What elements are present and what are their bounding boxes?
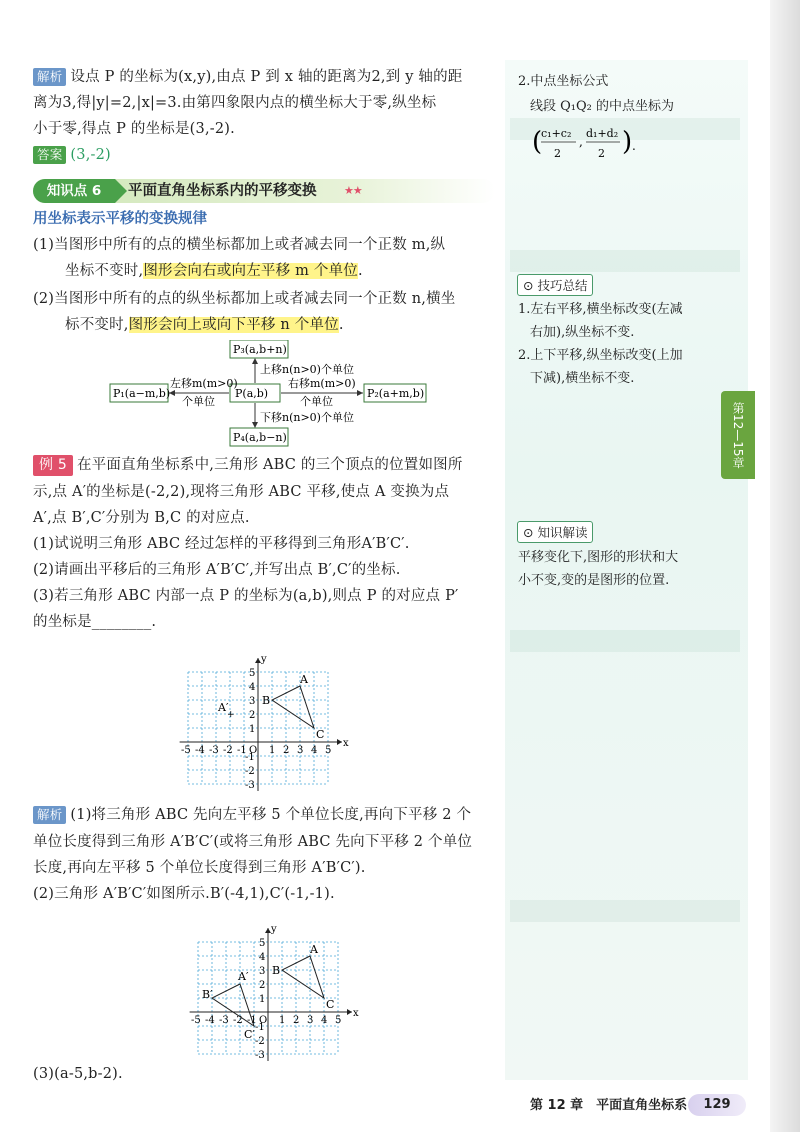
knowledge-point-tag: 知识点 6 bbox=[33, 179, 115, 203]
page-number: 129 bbox=[688, 1094, 746, 1116]
tip-2-cont: 下减),横坐标不变. bbox=[530, 371, 635, 386]
knowledge-text: 平移变化下,图形的形状和大 bbox=[518, 550, 679, 565]
solution-line: 单位长度得到三角形 A′B′C′(或将三角形 ABC 先向下平移 2 个单位 bbox=[33, 834, 473, 850]
up-label: 上移n(n>0)个单位 bbox=[260, 363, 354, 376]
question-1: (1)试说明三角形 ABC 经过怎样的平移得到三角形A′B′C′. bbox=[33, 536, 410, 552]
difficulty-stars: ★★ bbox=[344, 184, 362, 197]
p2-label: P₂(a+m,b) bbox=[367, 387, 425, 400]
y-tick-label: 3 bbox=[249, 696, 256, 707]
answer-tag: 答案 bbox=[33, 146, 66, 164]
solution-line: (2)三角形 A′B′C′如图所示.B′(-4,1),C′(-1,-1). bbox=[33, 886, 335, 902]
sidebar-shading bbox=[510, 250, 740, 272]
midpoint-formula bbox=[532, 120, 652, 166]
text-line: 小于零,得点 P 的坐标是(3,-2). bbox=[33, 121, 235, 137]
x-tick-label: -4 bbox=[195, 745, 205, 756]
x-tick-label: 1 bbox=[269, 745, 276, 756]
x-tick-label: 4 bbox=[311, 745, 318, 756]
x-tick-label: -1 bbox=[247, 1015, 257, 1026]
tip-1: 1.左右平移,横坐标改变(左减 bbox=[518, 302, 683, 317]
x-tick-label: -3 bbox=[209, 745, 219, 756]
p1-label: P₁(a−m,b) bbox=[113, 387, 171, 400]
example-line: 例 5 在平面直角坐标系中,三角形 ABC 的三个顶点的位置如图所 bbox=[33, 452, 503, 478]
x-tick-label: -3 bbox=[219, 1015, 229, 1026]
svg-text:.: . bbox=[632, 139, 636, 153]
y-tick-label: 1 bbox=[249, 724, 256, 735]
example-line: A′,点 B′,C′分别为 B,C 的对应点. bbox=[33, 510, 250, 526]
y-axis-label: y bbox=[271, 924, 277, 935]
point-label-a-prime: A′ bbox=[218, 701, 229, 714]
point-label-c: C bbox=[326, 998, 335, 1011]
sidebar-shading bbox=[510, 630, 740, 652]
footer-chapter: 第 12 章 平面直角坐标系 bbox=[530, 1098, 688, 1113]
point-label-b-prime: B′ bbox=[202, 988, 213, 1001]
sidebar-shading bbox=[510, 900, 740, 922]
y-tick-label: 4 bbox=[259, 952, 266, 963]
question-3: (3)若三角形 ABC 内部一点 P 的坐标为(a,b),则点 P 的对应点 P′ bbox=[33, 588, 459, 604]
analysis-tag: 解析 bbox=[33, 68, 66, 86]
x-tick-label: 4 bbox=[321, 1015, 328, 1026]
example-tag: 例 5 bbox=[33, 455, 73, 476]
y-tick-label: 5 bbox=[259, 938, 266, 949]
coordinate-graph-1 bbox=[170, 642, 360, 792]
example-line: 示,点 A′的坐标是(-2,2),现将三角形 ABC 平移,使点 A 变换为点 bbox=[33, 484, 450, 500]
y-tick-label: 5 bbox=[249, 668, 256, 679]
knowledge-label: ⊙ 知识解读 bbox=[517, 521, 593, 543]
point-label-a: A bbox=[300, 673, 308, 686]
point-label-c: C bbox=[316, 728, 325, 741]
y-tick-label: -1 bbox=[255, 1022, 265, 1033]
point-label-c-prime: C′ bbox=[244, 1028, 255, 1041]
intro-analysis bbox=[33, 64, 503, 90]
x-tick-label: 2 bbox=[293, 1015, 300, 1026]
text-line: 设点 P 的坐标为(x,y),由点 P 到 x 轴的距离为2,到 y 轴的距 bbox=[70, 69, 463, 85]
p3-label: P₃(a,b+n) bbox=[233, 343, 287, 356]
y-axis-label: y bbox=[261, 654, 267, 665]
svg-text:2: 2 bbox=[554, 147, 561, 160]
knowledge-point-title: 平面直角坐标系内的平移变换 bbox=[128, 183, 317, 199]
left-label-2: 个单位 bbox=[182, 395, 215, 408]
point-label-b: B bbox=[262, 694, 271, 707]
point-label-b: B bbox=[272, 964, 281, 977]
solution-line: (3)(a-5,b-2). bbox=[33, 1066, 123, 1082]
y-tick-label: -2 bbox=[255, 1036, 265, 1047]
right-label-1: 右移m(m>0) bbox=[288, 377, 356, 390]
translation-diagram bbox=[108, 340, 468, 448]
x-tick-label: 1 bbox=[279, 1015, 286, 1026]
solution-line: 解析 (1)将三角形 ABC 先向左平移 5 个单位长度,再向下平移 2 个 bbox=[33, 802, 503, 828]
y-tick-label: 2 bbox=[249, 710, 256, 721]
rules-heading: 用坐标表示平移的变换规律 bbox=[33, 211, 207, 227]
tip-1-cont: 右加),纵坐标不变. bbox=[530, 325, 635, 340]
p4-label: P₄(a,b−n) bbox=[233, 431, 287, 444]
y-tick-label: 1 bbox=[259, 994, 266, 1005]
midpoint-title: 2.中点坐标公式 bbox=[518, 74, 609, 89]
svg-text:): ) bbox=[622, 127, 633, 157]
question-3-cont: 的坐标是________. bbox=[33, 614, 157, 630]
point-label-a: A bbox=[310, 943, 318, 956]
tips-label: ⊙ 技巧总结 bbox=[517, 274, 593, 296]
highlight: 图形会向右或向左平移 m 个单位 bbox=[143, 263, 358, 279]
x-tick-label: -2 bbox=[233, 1015, 243, 1026]
y-tick-label: 4 bbox=[249, 682, 256, 693]
right-label-2: 个单位 bbox=[300, 395, 333, 408]
y-tick-label: 3 bbox=[259, 966, 266, 977]
y-tick-label: -2 bbox=[245, 766, 255, 777]
rule-2-cont: 标不变时,图形会向上或向下平移 n 个单位. bbox=[65, 317, 344, 333]
y-tick-label: -3 bbox=[255, 1050, 265, 1061]
svg-text:c₁+c₂: c₁+c₂ bbox=[541, 127, 572, 140]
x-tick-label: 3 bbox=[297, 745, 304, 756]
answer-text: (3,-2) bbox=[70, 147, 111, 163]
text-line: 离为3,得|y|=2,|x|=3.由第四象限内点的横坐标大于零,纵坐标 bbox=[33, 95, 437, 111]
question-2: (2)请画出平移后的三角形 A′B′C′,并写出点 B′,C′的坐标. bbox=[33, 562, 401, 578]
svg-text:,: , bbox=[579, 135, 583, 149]
y-tick-label: -3 bbox=[245, 780, 255, 791]
coordinate-graph-2 bbox=[180, 912, 370, 1062]
origin-label: O bbox=[259, 1015, 268, 1026]
origin-label: O bbox=[249, 745, 258, 756]
svg-text:d₁+d₂: d₁+d₂ bbox=[586, 127, 619, 140]
rule-2: (2)当图形中所有的点的纵坐标都加上或者减去同一个正数 n,横坐 bbox=[33, 291, 456, 307]
left-label-1: 左移m(m>0) bbox=[170, 377, 238, 390]
x-tick-label: 2 bbox=[283, 745, 290, 756]
page-edge-shadow bbox=[770, 0, 800, 1132]
highlight: 图形会向上或向下平移 n 个单位 bbox=[128, 317, 339, 333]
triangle-abc bbox=[272, 686, 314, 728]
triangle-abc bbox=[282, 956, 324, 998]
point-label-a-prime: A′ bbox=[238, 970, 249, 983]
x-tick-label: -2 bbox=[223, 745, 233, 756]
x-axis-label: x bbox=[343, 738, 349, 749]
tip-2: 2.上下平移,纵坐标改变(上加 bbox=[518, 348, 683, 363]
svg-text:2: 2 bbox=[598, 147, 605, 160]
x-tick-label: -5 bbox=[191, 1015, 201, 1026]
x-axis-arrow bbox=[337, 739, 342, 745]
answer-line bbox=[33, 142, 503, 168]
analysis-tag: 解析 bbox=[33, 806, 66, 824]
y-tick-label: -1 bbox=[245, 752, 255, 763]
x-axis-label: x bbox=[353, 1008, 359, 1019]
knowledge-icon: ⊙ bbox=[523, 525, 534, 540]
knowledge-text-cont: 小不变,变的是图形的位置. bbox=[518, 573, 670, 588]
rule-1: (1)当图形中所有的点的横坐标都加上或者减去同一个正数 m,纵 bbox=[33, 237, 446, 253]
y-tick-label: 2 bbox=[259, 980, 266, 991]
x-tick-label: -5 bbox=[181, 745, 191, 756]
down-label: 下移n(n>0)个单位 bbox=[260, 411, 354, 424]
midpoint-text: 线段 Q₁Q₂ 的中点坐标为 bbox=[530, 99, 675, 114]
solution-line: 长度,再向左平移 5 个单位长度得到三角形 A′B′C′). bbox=[33, 860, 366, 876]
chapter-tab[interactable]: 第12—15章 bbox=[721, 391, 755, 479]
x-tick-label: 3 bbox=[307, 1015, 314, 1026]
point-marker-a-prime: + bbox=[227, 710, 235, 720]
x-axis-arrow bbox=[347, 1009, 352, 1015]
p-label: P(a,b) bbox=[235, 387, 269, 400]
x-tick-label: -1 bbox=[237, 745, 247, 756]
rule-1-cont: 坐标不变时,图形会向右或向左平移 m 个单位. bbox=[65, 263, 363, 279]
x-tick-label: 5 bbox=[335, 1015, 342, 1026]
svg-text:(: ( bbox=[532, 127, 543, 157]
x-tick-label: 5 bbox=[325, 745, 332, 756]
x-tick-label: -4 bbox=[205, 1015, 215, 1026]
tips-icon: ⊙ bbox=[523, 278, 534, 293]
